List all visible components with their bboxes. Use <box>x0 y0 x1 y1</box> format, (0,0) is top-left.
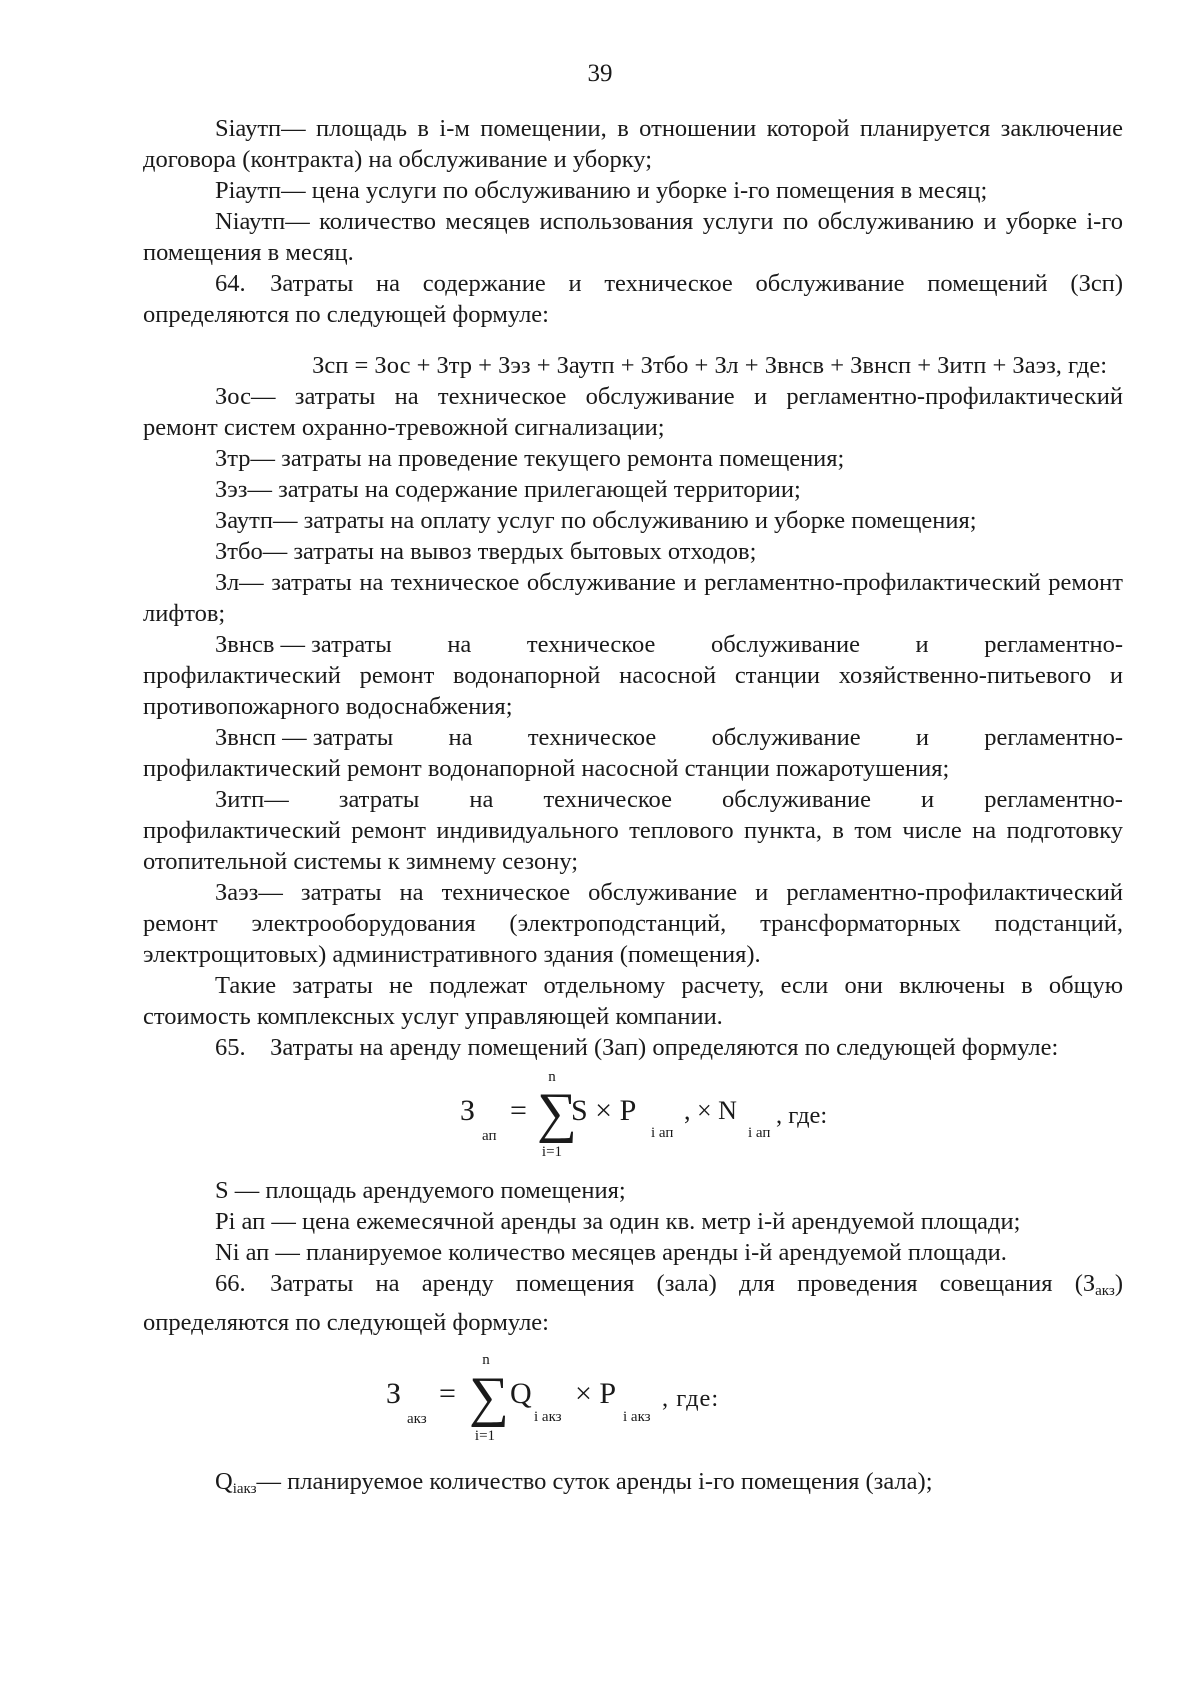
formula-65: З ап = n ∑ i=1 S × P i ап , × N i ап , где: <box>460 1069 828 1160</box>
definition-zvnsv-first-line: Звнсв — затраты на техническое обслуживание и регламентно- <box>215 631 1123 658</box>
definition: Заэз— затраты на техническое обслуживание и регламентно-профилактический ремонт электрооборудования (электроподстанций, трансформаторных подстанций, электрощитовых) административного здания (помещения). <box>143 879 1123 968</box>
sigma-icon: ∑ <box>469 1366 509 1428</box>
definition: Заутп— затраты на оплату услуг по обслуживанию и уборке помещения; <box>215 507 977 534</box>
paragraph-65: 65. Затраты на аренду помещений (Зап) определяются по следующей формуле: <box>215 1034 1059 1061</box>
paragraph-64: 64. Затраты на содержание и техническое обслуживание помещений (Зсп) определяются по следующей формуле: <box>143 270 1123 328</box>
definition: Pi ап — цена ежемесячной аренды за один кв. метр i-й арендуемой площади; <box>215 1208 1021 1235</box>
paragraph-66: 66. Затраты на аренду помещения (зала) для проведения совещания $(З_{акз})$ определяются по следующей формуле: <box>143 1270 1123 1336</box>
definition: Зтбо— затраты на вывоз твердых бытовых отходов; <box>215 538 757 565</box>
paragraph: Такие затраты не подлежат отдельному расчету, если они включены в общую стоимость комплексных услуг управляющей компании. <box>143 972 1123 1030</box>
definition-zvnsp-rest: профилактический ремонт водонапорной насосной станции пожаротушения; <box>143 755 950 782</box>
definition-zitp-rest: профилактический ремонт индивидуального теплового пункта, в том числе на подготовку отопительной системы к зимнему сезону; <box>143 817 1123 875</box>
document-body <box>143 113 1123 1505</box>
paragraph: Niаутп— количество месяцев использования услуги по обслуживанию и уборке i-го помещения в месяц. <box>143 208 1123 266</box>
paragraph: Siаутп— площадь в i-м помещении, в отношении которой планируется заключение договора (контракта) на обслуживание и уборку; <box>143 115 1123 173</box>
definition-zvnsv-rest: профилактический ремонт водонапорной насосной станции хозяйственно-питьевого и противопожарного водоснабжения; <box>143 662 1123 720</box>
paragraph: Piаутп— цена услуги по обслуживанию и уборке i-го помещения в месяц; <box>215 177 988 204</box>
formula-64: Зсп = Зос + Зтр + Зэз + Заутп + Зтбо + Зл + Звнсв + Звнсп + Зитп + Заэз, где: <box>312 352 1107 379</box>
formula-66: З акз = n ∑ i=1 Q i акз × P i акз , где: <box>386 1352 720 1444</box>
definition-zvnsp-first-line: Звнсп — затраты на техническое обслуживание и регламентно- <box>215 724 1123 751</box>
definition: Зл— затраты на техническое обслуживание и регламентно-профилактический ремонт лифтов; <box>143 569 1123 627</box>
definition: S — площадь арендуемого помещения; <box>215 1177 626 1204</box>
definition-66: $Q_{iакз}—$ планируемое количество суток аренды i-го помещения (зала); <box>215 1468 933 1497</box>
definition: Зтр— затраты на проведение текущего ремонта помещения; <box>215 445 845 472</box>
sigma-icon: ∑ <box>537 1082 577 1144</box>
definition: Зос— затраты на техническое обслуживание и регламентно-профилактический ремонт систем охранно-тревожной сигнализации; <box>143 383 1123 441</box>
definition-zitp-first-line: Зитп— затраты на техническое обслуживание и регламентно- <box>215 786 1123 813</box>
definition: Зэз— затраты на содержание прилегающей территории; <box>215 476 801 503</box>
definition: Ni ап — планируемое количество месяцев аренды i-й арендуемой площади. <box>215 1239 1007 1266</box>
page-number: 39 <box>587 60 613 87</box>
